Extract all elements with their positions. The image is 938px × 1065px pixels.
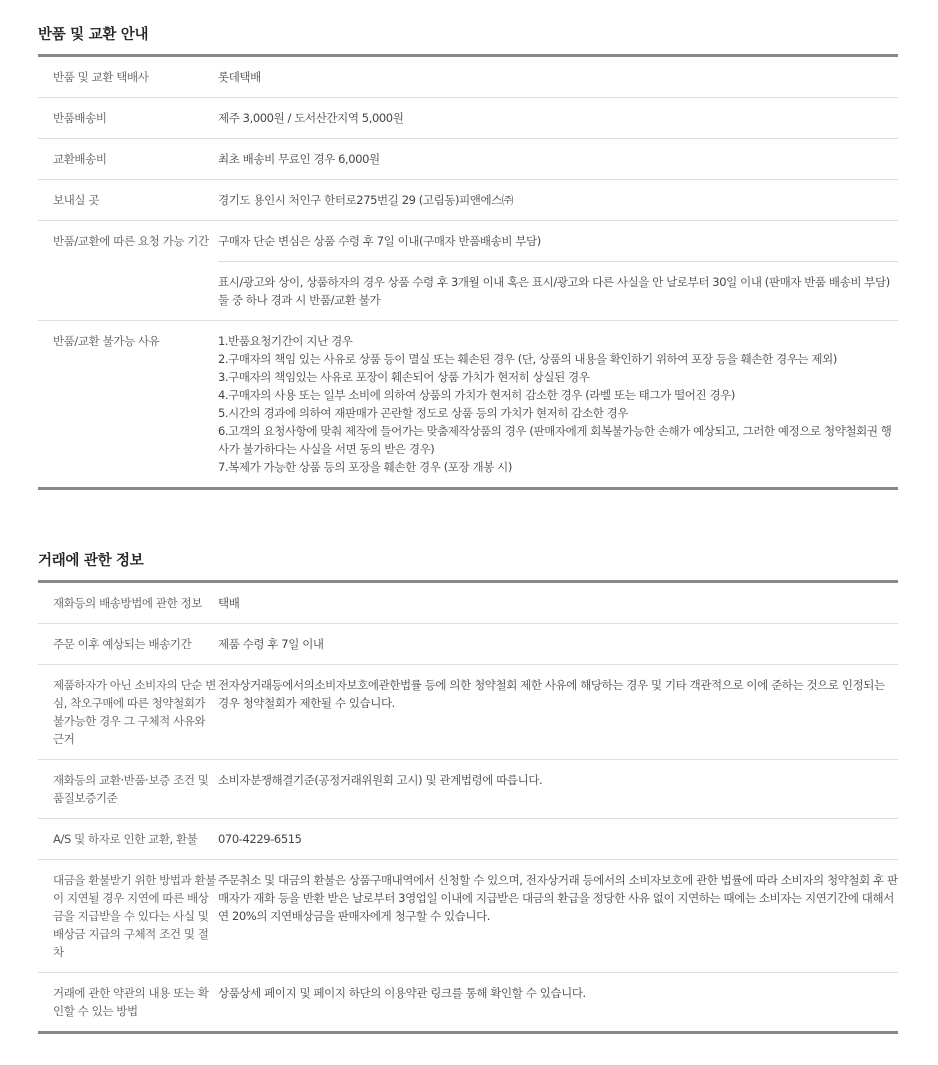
row-value: 제품 수령 후 7일 이내	[218, 637, 324, 651]
table-row	[38, 760, 898, 819]
row-value: 주문취소 및 대금의 환불은 상품구매내역에서 신청할 수 있으며, 전자상거래 등에서의 소비자보호에 관한 법률에 따라 소비자의 청약철회 후 판매자가 재화 등을 반환 받은 날로부터 3영업일 이내에 지급받은 대금의 환급을 정당한 사유 없이 지연하는 때에는 소비자는 지연기간에 대해서 연 20%의 지연배상금을 판매자에게 청구할 수 있습니다.	[218, 873, 898, 923]
as-phone-number: 070-4229-6515	[218, 832, 302, 846]
row-value: 상품상세 페이지 및 페이지 하단의 이용약관 링크를 통해 확인할 수 있습니다.	[218, 986, 586, 1000]
row-value: 경기도 용인시 처인구 한터로275번길 29 (고림동)피앤에스㈜	[218, 193, 514, 207]
table-row	[38, 819, 898, 860]
table-row	[38, 665, 898, 760]
request-period-values	[218, 221, 898, 320]
return-exchange-table	[38, 57, 898, 490]
return-exchange-title: 반품 및 교환 안내	[38, 22, 898, 57]
row-value: 제주 3,000원 / 도서산간지역 5,000원	[218, 111, 404, 125]
list-item: 6.고객의 요청사항에 맞춰 제작에 들어가는 맞춤제작상품의 경우 (판매자에게 회복불가능한 손해가 예상되고, 그러한 예정으로 청약철회권 행사가 불가하다는 사실을 서면 동의 받은 경우)	[218, 424, 892, 456]
row-label: 반품배송비	[53, 111, 107, 125]
trade-info-section	[38, 548, 898, 1034]
list-item: 2.구매자의 책임 있는 사유로 상품 등이 멸실 또는 훼손된 경우 (단, 상품의 내용을 확인하기 위하여 포장 등을 훼손한 경우는 제외)	[218, 352, 837, 366]
list-item: 4.구매자의 사용 또는 일부 소비에 의하여 상품의 가치가 현저히 감소한 경우 (라벨 또는 태그가 떨어진 경우)	[218, 388, 735, 402]
table-row	[38, 57, 898, 98]
row-label: 반품/교환에 따른 요청 가능 기간	[53, 234, 209, 248]
row-value: 택배	[218, 596, 240, 610]
row-label: 재화등의 교환·반품·보증 조건 및 품질보증기준	[53, 773, 209, 805]
list-item: 3.구매자의 책임있는 사유로 포장이 훼손되어 상품 가치가 현저히 상실된 경우	[218, 370, 590, 384]
row-label: 교환배송비	[53, 152, 107, 166]
list-item: 1.반품요청기간이 지난 경우	[218, 334, 353, 348]
not-allowed-row	[38, 321, 898, 487]
row-label: 반품 및 교환 택배사	[53, 70, 149, 84]
table-row	[38, 98, 898, 139]
list-item: 7.복제가 가능한 상품 등의 포장을 훼손한 경우 (포장 개봉 시)	[218, 460, 512, 474]
request-period-simple: 구매자 단순 변심은 상품 수령 후 7일 이내(구매자 반품배송비 부담)	[218, 221, 898, 262]
row-label: A/S 및 하자로 인한 교환, 환불	[53, 832, 198, 846]
trade-info-table	[38, 583, 898, 1034]
row-label: 제품하자가 아닌 소비자의 단순 변심, 착오구매에 따른 청약철회가 불가능한 경우 그 구체적 사유와 근거	[53, 678, 216, 746]
row-value: 전자상거래등에서의소비자보호에관한법률 등에 의한 청약철회 제한 사유에 해당하는 경우 및 기타 객관적으로 이에 준하는 것으로 인정되는 경우 청약철회가 제한될 수 있습니다.	[218, 678, 885, 710]
table-row	[38, 624, 898, 665]
table-row	[38, 973, 898, 1031]
request-period-row	[38, 221, 898, 321]
return-exchange-section	[38, 22, 898, 490]
row-label: 대금을 환불받기 위한 방법과 환불이 지연될 경우 지연에 따른 배상금을 지급받을 수 있다는 사실 및 배상금 지급의 구체적 조건 및 절차	[53, 873, 216, 959]
row-label: 주문 이후 예상되는 배송기간	[53, 637, 192, 651]
row-label: 거래에 관한 약관의 내용 또는 확인할 수 있는 방법	[53, 986, 209, 1018]
request-period-defect: 표시/광고와 상이, 상품하자의 경우 상품 수령 후 3개월 이내 혹은 표시/광고와 다른 사실을 안 날로부터 30일 이내 (판매자 반품 배송비 부담) 둘 중 하나 경과 시 반품/교환 불가	[218, 275, 890, 307]
row-label: 반품/교환 불가능 사유	[53, 334, 160, 348]
row-label: 재화등의 배송방법에 관한 정보	[53, 596, 202, 610]
list-item: 5.시간의 경과에 의하여 재판매가 곤란할 정도로 상품 등의 가치가 현저히 감소한 경우	[218, 406, 629, 420]
row-value: 소비자분쟁해결기준(공정거래위원회 고시) 및 관계법령에 따릅니다.	[218, 773, 543, 787]
row-value: 최초 배송비 무료인 경우 6,000원	[218, 152, 380, 166]
trade-info-title: 거래에 관한 정보	[38, 548, 898, 583]
not-allowed-list	[218, 321, 898, 487]
table-row	[38, 860, 898, 973]
table-row	[38, 583, 898, 624]
row-label: 보내실 곳	[53, 193, 100, 207]
row-value: 롯데택배	[218, 70, 261, 84]
table-row	[38, 180, 898, 221]
table-row	[38, 139, 898, 180]
